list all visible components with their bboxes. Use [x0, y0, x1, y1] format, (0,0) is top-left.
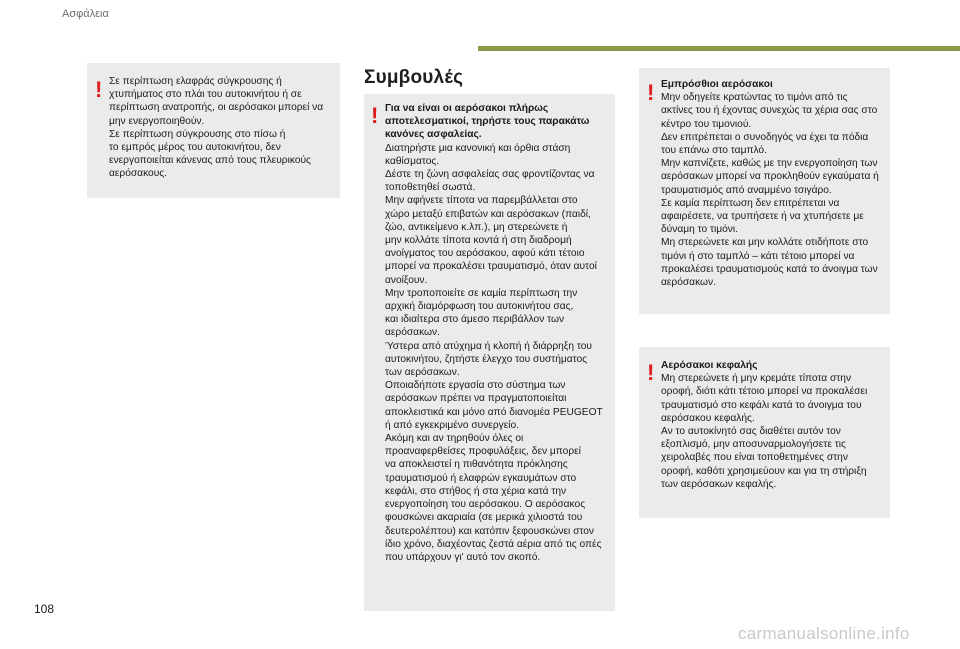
section-title: Ασφάλεια [62, 8, 109, 20]
warning-text-line: χτυπήματος στο πλάι του αυτοκινήτου ή σε [109, 89, 302, 101]
head-airbags-text-line: των αερόσακων κεφαλής. [661, 478, 777, 490]
front-airbags-text-line: ακτίνες του ή έχοντας συνεχώς τα χέρια σας στο [661, 105, 878, 117]
advice-text-line: ζώο, αντικείμενο κ.λπ.), μη στερεώνετε ή [385, 221, 568, 233]
page-number: 108 [34, 602, 55, 616]
advice-text-line: που υπάρχουν γι' αυτό τον σκοπό. [385, 551, 541, 563]
advice-text-line: ανοίξουν. [385, 274, 428, 286]
warning-text-line: μην ενεργοποιηθούν. [109, 115, 205, 127]
side-impact-warning-box [87, 63, 340, 198]
advice-text-line: των αερόσακων. [385, 367, 460, 379]
front-airbags-text-line: τιμόνι ή στο ταμπλό – κάτι τέτοιο μπορεί να [661, 250, 855, 262]
advice-text-line: αερόσακων. [385, 327, 440, 339]
advice-text-line: αποκλειστικά και μόνο από διανομέα PEUGEOT [385, 406, 603, 418]
front-airbags-text-line: κέντρο του τιμονιού. [661, 118, 752, 130]
advice-text-line: προαναφερθείσες προφυλάξεις, δεν μπορεί [385, 446, 581, 458]
advice-text-line: Ύστερα από ατύχημα ή κλοπή ή διάρρηξη του [385, 340, 592, 352]
advice-text-line: Μην αφήνετε τίποτα να παρεμβάλλεται στο [385, 195, 578, 207]
warning-text-line: ενεργοποιείται κάνενας από τους πλευρικούς [109, 155, 311, 167]
advice-text-line: να αποκλειστεί η πιθανότητα πρόκλησης [385, 459, 568, 471]
warning-text-line: Σε περίπτωση ελαφράς σύγκρουσης ή [109, 76, 282, 87]
head-airbags-title: Αερόσακοι κεφαλής [661, 360, 758, 371]
advice-text-line: Μην τροποποιείτε σε καμία περίπτωση την [385, 287, 578, 299]
advice-text-line: κεφάλι, στο στήθος ή στα χέρια κατά την [385, 485, 567, 497]
warning-icon: ! [647, 80, 655, 105]
front-airbags-text-line: του επάνω στο ταμπλό. [661, 145, 767, 157]
advice-title-line: Για να είναι οι αερόσακοι πλήρως [385, 103, 549, 114]
front-airbags-text-line: Μην οδηγείτε κρατώντας το τιμόνι από τις [661, 92, 848, 104]
front-airbags-text-line: δύναμη το τιμόνι. [661, 224, 738, 236]
front-airbags-text-line: προκαλέσει τραυματισμούς κατά το άνοιγμα των [661, 263, 878, 275]
advice-text-line: φουσκώνει ακαριαία (σε μερικά χιλιοστά του [385, 512, 583, 524]
head-airbags-text-line: Μη στερεώνετε ή μην κρεμάτε τίποτα στην [661, 373, 852, 385]
advice-title-line: αποτελεσματικοί, τηρήστε τους παρακάτω [385, 116, 590, 128]
advice-text-line: μπορεί να προκαλέσει τραυματισμό, όταν αυτοί [385, 261, 597, 273]
warning-text-line: αερόσακους. [109, 168, 168, 180]
advice-text-line: τοποθετηθεί σωστά. [385, 182, 476, 194]
header-accent-rule [478, 46, 960, 51]
warning-text-line: περίπτωση ανατροπής, οι αερόσακοι μπορεί να [109, 102, 324, 114]
head-airbags-text-line: αερόσακου κεφαλής. [661, 412, 755, 424]
advice-text-line: Διατηρήστε μια κανονική και όρθια στάση [385, 142, 571, 154]
front-airbags-text-line: αφαιρέσετε, να τρυπήσετε ή να χτυπήσετε με [661, 211, 864, 223]
advice-heading: Συμβουλές [364, 67, 464, 88]
advice-text-line: ενεργοποίηση του αερόσακου. Ο αερόσακος [385, 499, 586, 511]
watermark: carmanualsonline.info [738, 624, 910, 643]
head-airbags-text-line: Αν το αυτοκίνητό σας διαθέτει αυτόν τον [661, 426, 841, 438]
front-airbags-text-line: Μη στερεώνετε και μην κολλάτε οτιδήποτε στο [661, 237, 869, 249]
advice-title-line: κανόνες ασφαλείας. [385, 129, 482, 141]
advice-text-line: ή από εγκεκριμένο συνεργείο. [385, 419, 520, 431]
advice-text-line: ανοίγματος του αερόσακου, αφού κάτι τέτοιο [385, 248, 585, 260]
head-airbags-text-line: οροφή, διότι κάτι τέτοιο μπορεί να προκαλέσει [661, 386, 868, 398]
advice-text-line: τραυματισμού ή ελαφρών εγκαυμάτων στο [385, 472, 577, 484]
head-airbags-text-line: οροφή, καθότι χρησιμεύουν και για τη στήριξη [661, 465, 867, 477]
front-airbags-text-line: αερόσακων μπορεί να προκληθούν εγκαύματα ή [661, 171, 879, 183]
advice-text-line: και ιδιαίτερα στο άμεσο περιβάλλον των [385, 314, 565, 326]
advice-text-line: Δέστε τη ζώνη ασφαλείας σας φροντίζοντας να [385, 169, 595, 181]
front-airbags-text-line: Δεν επιτρέπεται ο συνοδηγός να έχει τα πόδια [661, 131, 869, 143]
advice-text-line: χώρο μεταξύ επιβατών και αερόσακων (παιδί, [385, 208, 591, 220]
head-airbags-text-line: τραυματισμό στο κεφάλι κατά το άνοιγμα του [661, 399, 862, 411]
front-airbags-warning-box [639, 68, 890, 314]
warning-icon: ! [95, 77, 103, 102]
advice-text-line: καθίσματος. [385, 155, 440, 167]
front-airbags-text-line: αερόσακων. [661, 277, 716, 289]
head-airbags-warning-box [639, 347, 890, 518]
advice-text-line: αρχική διαμόρφωση του αυτοκινήτου σας, [385, 301, 574, 313]
warning-icon: ! [647, 360, 655, 385]
front-airbags-text-line: τραυματισμός από αναμμένο τσιγάρο. [661, 184, 832, 196]
advice-text-line: ίδιο χρόνο, διαχέοντας ζεστά αέρια από τις οπές [385, 538, 602, 550]
head-airbags-text-line: εξοπλισμό, μην αποσυναρμολογήσετε τις [661, 439, 846, 451]
front-airbags-title: Εμπρόσθιοι αερόσακοι [661, 79, 773, 90]
advice-text-line: Ακόμη και αν τηρηθούν όλες οι [385, 433, 524, 445]
front-airbags-text-line: Μην καπνίζετε, καθώς με την ενεργοποίηση των [661, 158, 878, 170]
warning-text-line: το εμπρός μέρος του αυτοκινήτου, δεν [109, 142, 281, 154]
warning-icon: ! [371, 103, 379, 128]
advice-text-line: μην κολλάτε τίποτα κοντά ή στη διαδρομή [385, 235, 572, 247]
advice-text-line: Οποιαδήποτε εργασία στο σύστημα των [385, 380, 566, 392]
advice-text-line: αυτοκινήτου, ζητήστε έλεγχο του συστήματος [385, 353, 588, 365]
head-airbags-text-line: χειρολαβές που είναι τοποθετημένες στην [661, 452, 848, 464]
advice-warning-box [364, 94, 615, 611]
warning-text-line: Σε περίπτωση σύγκρουσης στο πίσω ή [109, 128, 286, 140]
advice-text-line: αερόσακων πρέπει να πραγματοποιείται [385, 393, 567, 405]
advice-text-line: δευτερολέπτου) και κατόπιν ξεφουσκώνει στον [385, 525, 595, 537]
front-airbags-text-line: Σε καμία περίπτωση δεν επιτρέπεται να [661, 197, 840, 209]
